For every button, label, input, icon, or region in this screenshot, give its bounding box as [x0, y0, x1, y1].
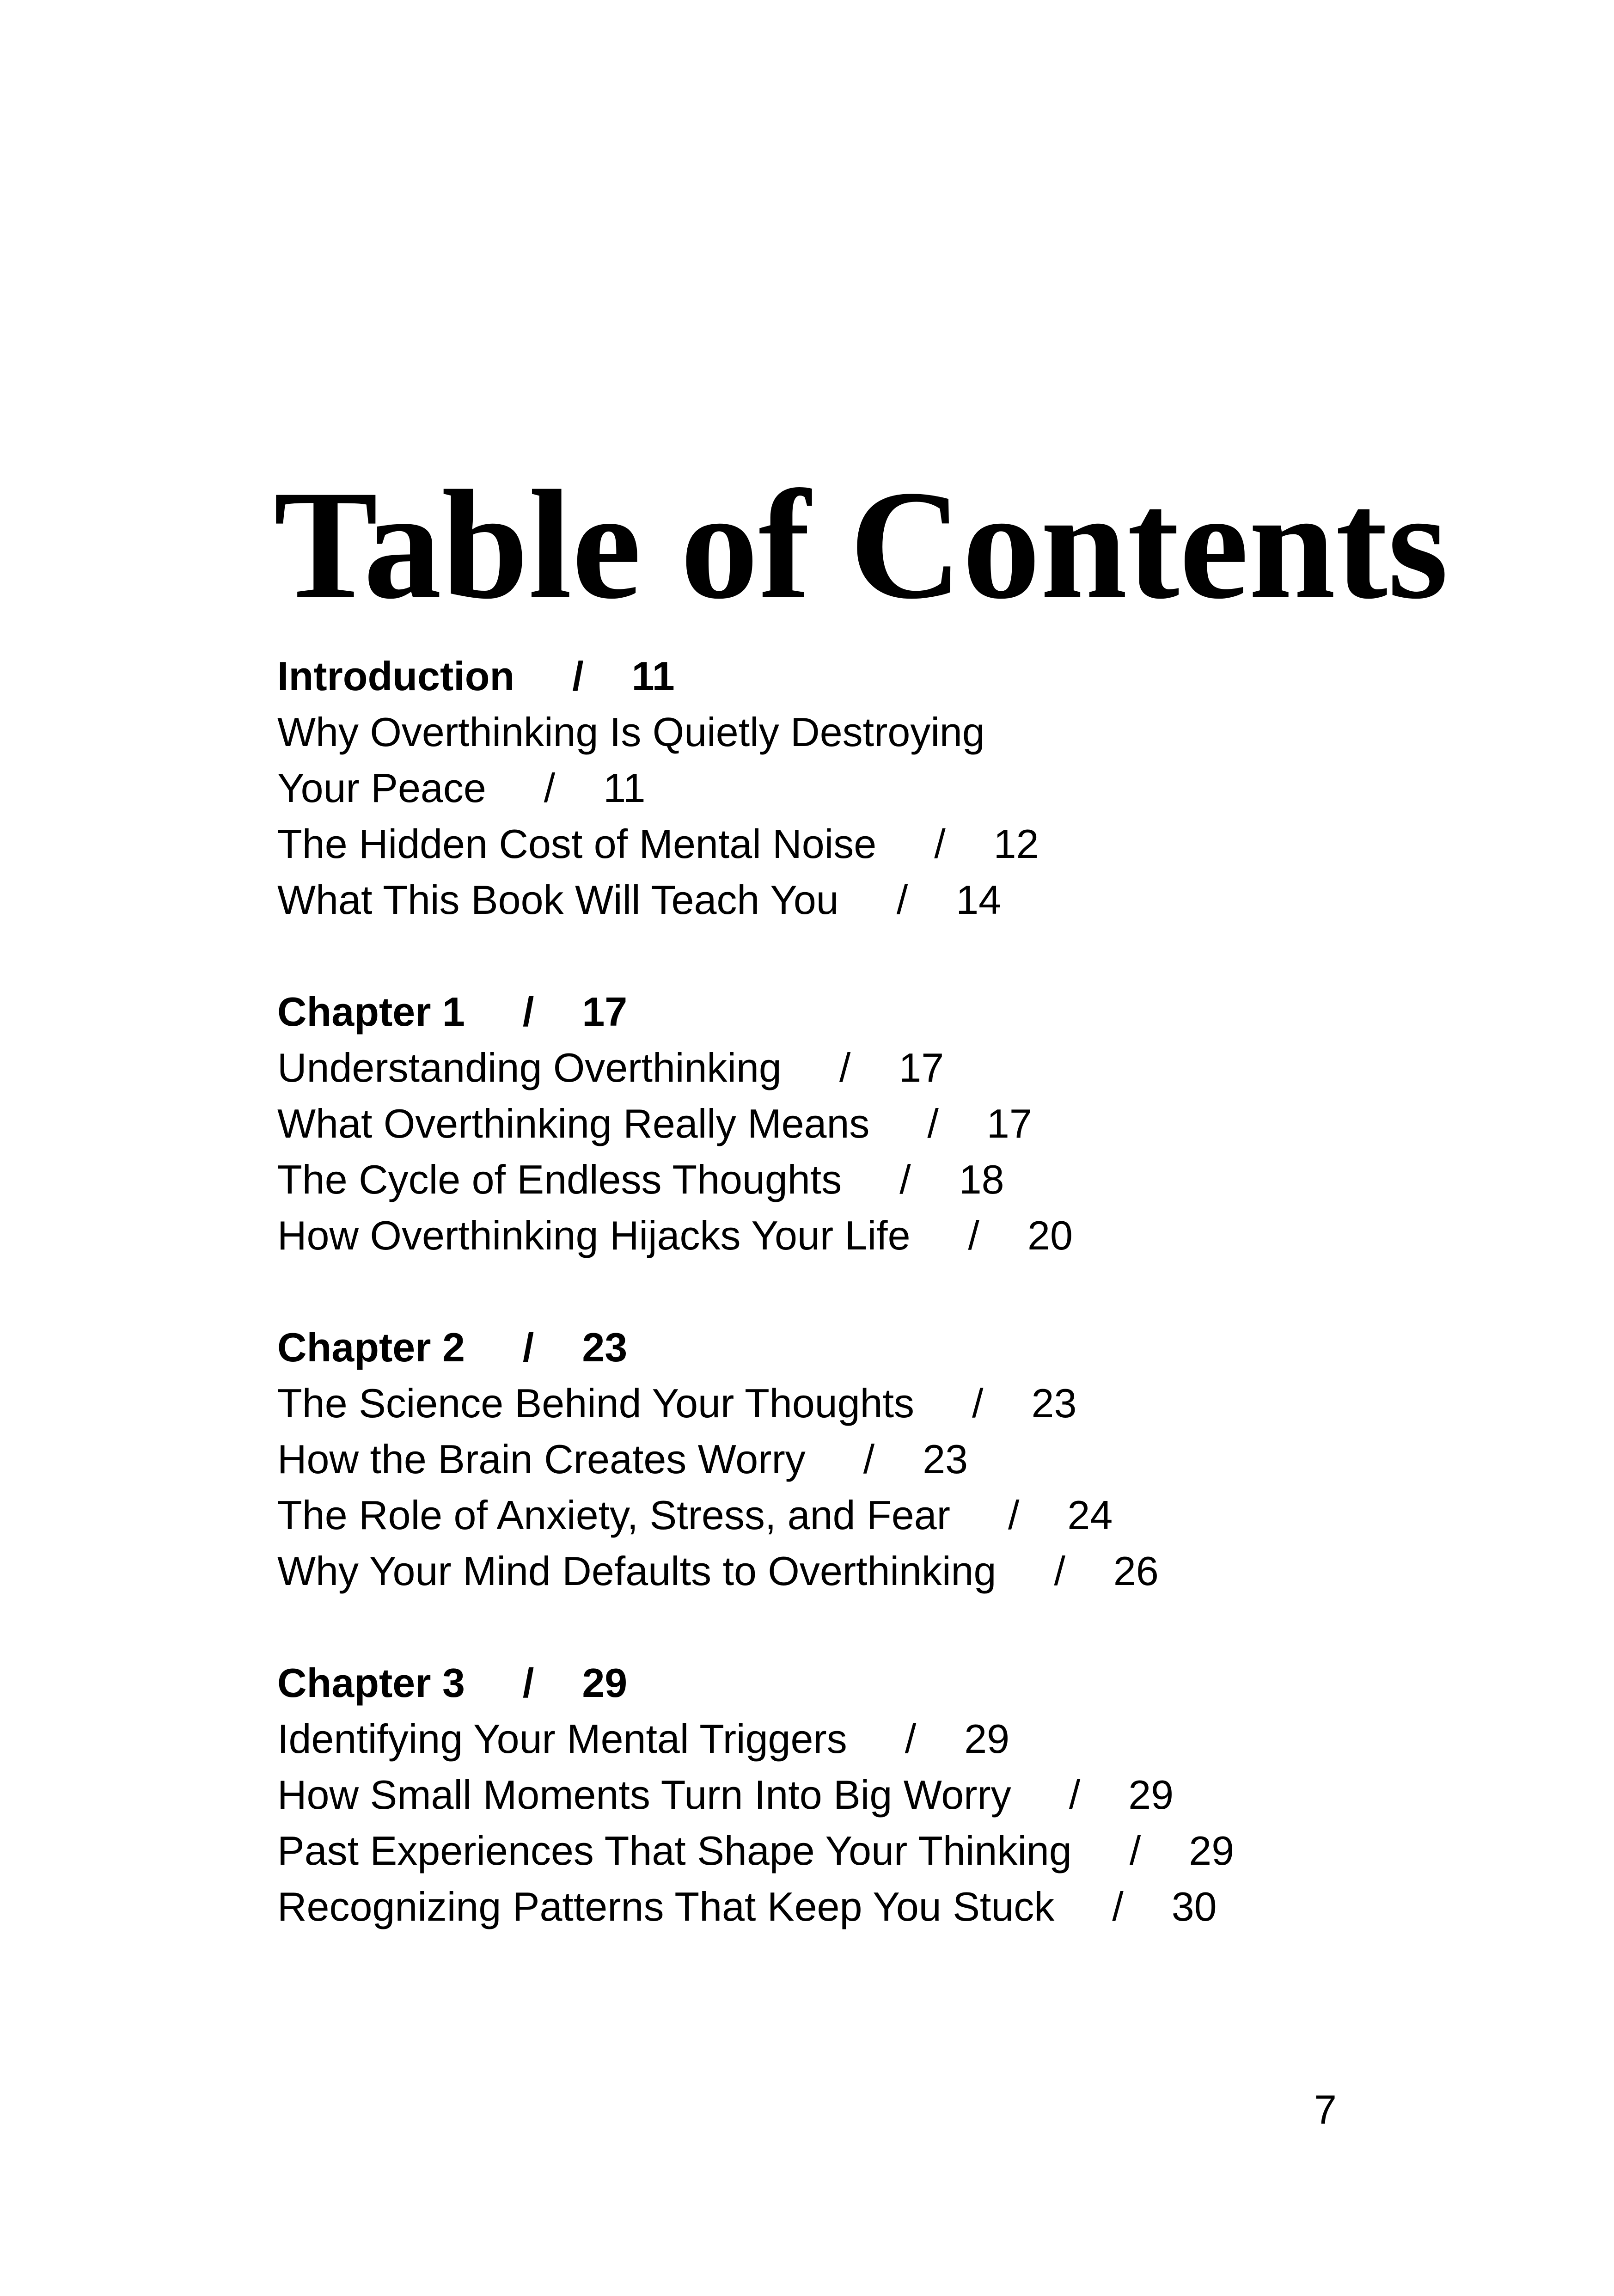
toc-entry-label: The Hidden Cost of Mental Noise	[277, 821, 877, 867]
toc-separator: /	[522, 1324, 534, 1370]
toc-page-number: 26	[1113, 1548, 1159, 1594]
toc-separator: /	[863, 1436, 875, 1482]
toc-entry	[277, 816, 1525, 872]
toc-separator: /	[972, 1380, 984, 1426]
toc-separator: /	[896, 877, 908, 923]
toc-entry	[277, 1040, 1525, 1096]
toc-separator: /	[544, 765, 556, 811]
toc-page-number: 17	[899, 1045, 944, 1090]
toc-entry-label: What This Book Will Teach You	[277, 877, 839, 923]
toc-separator: /	[522, 989, 534, 1035]
toc-entry	[277, 760, 1525, 816]
toc-heading	[277, 648, 1525, 704]
toc-heading-label: Introduction	[277, 653, 515, 699]
toc-entry-label: The Science Behind Your Thoughts	[277, 1380, 915, 1426]
table-of-contents	[277, 648, 1525, 1990]
page-title: Table of Contents	[274, 459, 1449, 631]
toc-heading	[277, 984, 1525, 1040]
toc-heading-label: Chapter 2	[277, 1324, 465, 1370]
page-number: 7	[1314, 2087, 1337, 2132]
toc-entry	[277, 1711, 1525, 1767]
toc-separator: /	[1054, 1548, 1065, 1594]
toc-separator: /	[522, 1660, 534, 1706]
toc-page-number: 23	[582, 1324, 628, 1370]
toc-page-number: 18	[959, 1157, 1004, 1202]
toc-page-number: 23	[1031, 1380, 1077, 1426]
toc-entry-label: How Small Moments Turn Into Big Worry	[277, 1772, 1011, 1818]
toc-page-number: 29	[582, 1660, 628, 1706]
toc-section-introduction	[277, 648, 1525, 928]
toc-separator: /	[968, 1212, 979, 1258]
toc-entry	[277, 1151, 1525, 1207]
toc-entry-label: Identifying Your Mental Triggers	[277, 1716, 847, 1762]
toc-heading	[277, 1655, 1525, 1711]
toc-entry-label: What Overthinking Really Means	[277, 1101, 870, 1146]
toc-page-number: 30	[1171, 1884, 1217, 1929]
toc-entry-label: Understanding Overthinking	[277, 1045, 782, 1090]
toc-separator: /	[572, 653, 584, 699]
toc-separator: /	[1069, 1772, 1081, 1818]
toc-entry	[277, 1096, 1525, 1151]
toc-page-number: 14	[956, 877, 1002, 923]
toc-entry	[277, 1207, 1525, 1263]
toc-section-chapter-2	[277, 1319, 1525, 1599]
toc-separator: /	[927, 1101, 939, 1146]
toc-section-chapter-1	[277, 984, 1525, 1263]
toc-page-number: 20	[1027, 1212, 1073, 1258]
toc-heading-label: Chapter 3	[277, 1660, 465, 1706]
toc-page-number: 23	[923, 1436, 968, 1482]
toc-separator: /	[899, 1157, 911, 1202]
toc-page-number: 17	[582, 989, 628, 1035]
toc-entry	[277, 704, 1525, 760]
toc-separator: /	[1112, 1884, 1124, 1929]
toc-entry	[277, 872, 1525, 928]
toc-page-number: 29	[1128, 1772, 1174, 1818]
toc-page-number: 17	[986, 1101, 1032, 1146]
toc-entry	[277, 1431, 1525, 1487]
toc-page-number: 12	[993, 821, 1039, 867]
toc-section-chapter-3	[277, 1655, 1525, 1935]
toc-separator: /	[1129, 1828, 1141, 1874]
toc-entry-label: How the Brain Creates Worry	[277, 1436, 806, 1482]
toc-entry-label: Recognizing Patterns That Keep You Stuck	[277, 1884, 1055, 1929]
toc-entry-label: The Cycle of Endless Thoughts	[277, 1157, 842, 1202]
toc-entry-label: Why Your Mind Defaults to Overthinking	[277, 1548, 997, 1594]
toc-separator: /	[839, 1045, 851, 1090]
toc-separator: /	[905, 1716, 917, 1762]
toc-entry	[277, 1823, 1525, 1879]
toc-entry	[277, 1543, 1525, 1599]
toc-page-number: 11	[603, 765, 646, 811]
toc-separator: /	[1008, 1492, 1020, 1538]
toc-entry	[277, 1375, 1525, 1431]
toc-entry-label: Why Overthinking Is Quietly Destroying	[277, 709, 985, 755]
toc-page-number: 29	[964, 1716, 1010, 1762]
toc-entry-label: How Overthinking Hijacks Your Life	[277, 1212, 911, 1258]
toc-page-number: 11	[631, 653, 675, 699]
toc-separator: /	[934, 821, 946, 867]
toc-entry	[277, 1767, 1525, 1823]
toc-entry-label: Past Experiences That Shape Your Thinking	[277, 1828, 1072, 1874]
toc-page-number: 29	[1189, 1828, 1235, 1874]
toc-entry-label: The Role of Anxiety, Stress, and Fear	[277, 1492, 950, 1538]
toc-heading-label: Chapter 1	[277, 989, 465, 1035]
toc-heading	[277, 1319, 1525, 1375]
toc-page-number: 24	[1067, 1492, 1113, 1538]
toc-entry	[277, 1487, 1525, 1543]
toc-entry-label: Your Peace	[277, 765, 486, 811]
toc-entry	[277, 1879, 1525, 1935]
